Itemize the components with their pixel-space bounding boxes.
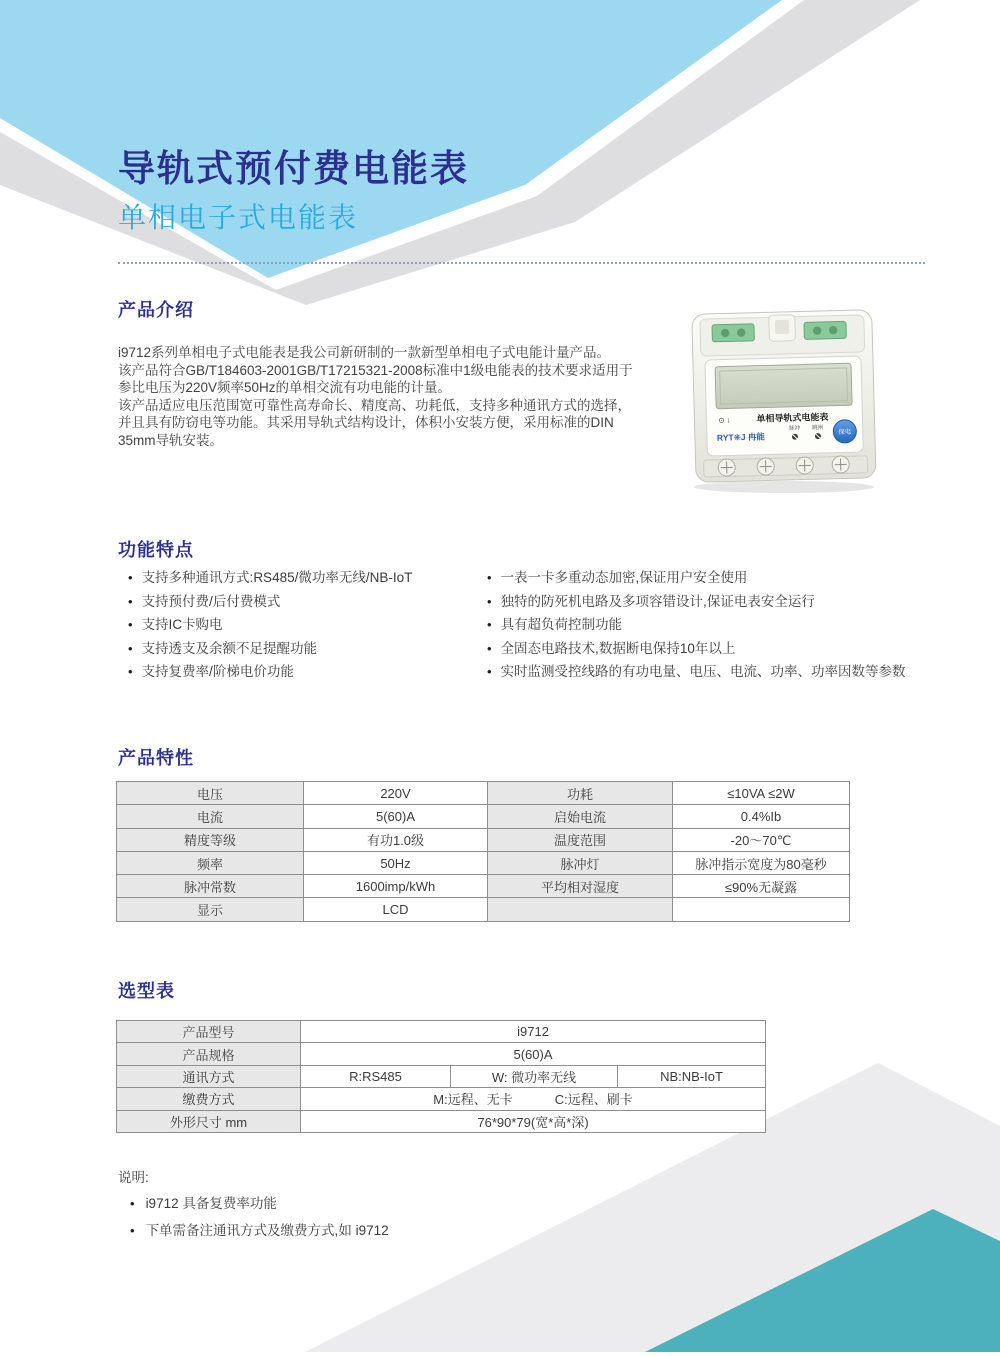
table-row	[117, 851, 850, 874]
selection-label-cell: 通讯方式	[117, 1065, 301, 1087]
feature-text: 全固态电路技术,数据断电保持10年以上	[500, 640, 736, 656]
bullet-icon: •	[487, 664, 492, 679]
bullet-icon: •	[487, 570, 492, 585]
spec-value-cell: 50Hz	[304, 851, 488, 874]
bullet-icon: •	[128, 617, 133, 632]
selection-value-cell: 76*90*79(宽*高*深)	[301, 1110, 766, 1132]
meter-symbol-icons: ⊙ ↓	[718, 415, 731, 425]
feature-text: 支持预付费/后付费模式	[141, 593, 281, 609]
intro-line: 该产品适应电压范围宽可靠性高寿命长、精度高、功耗低，支持多种通讯方式的选择，	[118, 397, 631, 413]
pay-option: M:远程、无卡	[433, 1092, 513, 1108]
table-row	[117, 782, 850, 805]
bullet-icon: •	[487, 617, 492, 632]
feature-text: 支持多种通讯方式:RS485/微功率无线/NB-IoT	[141, 570, 413, 585]
svg-text:脉冲: 脉冲	[789, 425, 801, 432]
meter-face-label: 单相导轨式电能表	[756, 411, 829, 424]
blue-power-button	[833, 420, 857, 444]
features-heading: 功能特点	[118, 540, 194, 560]
spec-value-cell	[673, 898, 850, 921]
spec-value-cell: 1600imp/kWh	[304, 875, 488, 898]
bullet-icon: •	[130, 1196, 135, 1211]
intro-line: 参比电压为220V频率50Hz的单相交流有功电能的计量。	[118, 380, 452, 396]
feature-text: 独特的防死机电路及多项容错设计,保证电表安全运行	[500, 593, 815, 609]
spec-label-cell	[488, 898, 673, 921]
notes-heading: 说明:	[118, 1170, 149, 1185]
selection-table	[116, 1020, 766, 1133]
table-row	[117, 1065, 766, 1087]
feature-item	[487, 570, 917, 585]
svg-text:保电: 保电	[838, 428, 852, 437]
specs-table	[116, 781, 850, 922]
meter-brand-logo: RYT❋J 冉能	[716, 431, 765, 443]
selection-option-cell: R:RS485	[301, 1065, 451, 1087]
note-text: 下单需备注通讯方式及缴费方式,如 i9712	[145, 1223, 389, 1238]
note-text: i9712 具备复费率功能	[145, 1196, 277, 1211]
feature-text: 一表一卡多重动态加密,保证用户安全使用	[500, 570, 748, 585]
spec-label-cell: 启始电流	[488, 805, 673, 828]
intro-line: 并且具有防窃电等功能。其采用导轨式结构设计，体积小安装方便，采用标准的DIN	[118, 415, 614, 431]
table-row	[117, 828, 850, 851]
terminal-cover-right	[804, 321, 846, 339]
feature-text: 支持复费率/阶梯电价功能	[141, 664, 294, 679]
energy-meter-illustration	[680, 306, 888, 498]
bullet-icon: •	[128, 640, 133, 656]
page-title: 导轨式预付费电能表	[118, 148, 469, 189]
table-row	[117, 1021, 766, 1043]
spec-label-cell: 功耗	[488, 782, 673, 805]
spec-label-cell: 频率	[117, 851, 304, 874]
bullet-icon: •	[130, 1223, 135, 1238]
bullet-icon: •	[128, 570, 133, 585]
table-row	[117, 1088, 766, 1110]
terminal-cover-left	[712, 324, 754, 342]
feature-item	[487, 641, 917, 656]
feature-item	[128, 641, 528, 656]
feature-item	[128, 664, 528, 679]
feature-text: 支持IC卡购电	[141, 617, 223, 632]
features-list-right	[487, 570, 917, 688]
intro-line: 该产品符合GB/T184603-2001GB/T17215321-2008标准中1级电能表的技术要求适用于	[118, 362, 633, 378]
bullet-icon: •	[128, 664, 133, 679]
bullet-icon: •	[487, 640, 492, 656]
spec-value-cell: 0.4%Ib	[673, 805, 850, 828]
table-row	[117, 805, 850, 828]
feature-text: 实时监测受控线路的有功电量、电压、电流、功率、功率因数等参数	[500, 664, 906, 679]
lcd-screen	[715, 363, 852, 409]
selection-label-cell: 外形尺寸 mm	[117, 1110, 301, 1132]
intro-line: 35mm导轨安装。	[118, 432, 224, 448]
specs-heading: 产品特性	[118, 748, 194, 768]
selection-heading: 选型表	[118, 981, 175, 1001]
spec-value-cell: 5(60)A	[304, 805, 488, 828]
selection-label-cell: 产品规格	[117, 1043, 301, 1065]
dotted-divider	[118, 262, 925, 264]
selection-option-cell: NB:NB-IoT	[618, 1065, 766, 1087]
spec-label-cell: 温度范围	[488, 828, 673, 851]
spec-label-cell: 精度等级	[117, 828, 304, 851]
spec-value-cell: -20～70℃	[673, 828, 850, 851]
table-row	[117, 875, 850, 898]
table-row	[117, 1110, 766, 1132]
selection-value-cell: 5(60)A	[301, 1043, 766, 1065]
svg-text:跳闸: 跳闸	[812, 424, 824, 432]
spec-value-cell: ≤90%无凝露	[673, 875, 850, 898]
feature-text: 支持透支及余额不足提醒功能	[141, 640, 318, 656]
feature-item	[128, 570, 528, 585]
spec-value-cell: 220V	[304, 782, 488, 805]
spec-value-cell: 有功1.0级	[304, 828, 488, 851]
intro-heading: 产品介绍	[118, 300, 194, 320]
spec-label-cell: 脉冲常数	[117, 875, 304, 898]
meter-center-notch	[775, 320, 789, 334]
pay-option: C:远程、刷卡	[554, 1092, 633, 1108]
page-subtitle: 单相电子式电能表	[118, 202, 359, 233]
note-item	[130, 1196, 389, 1212]
table-row	[117, 1043, 766, 1065]
spec-label-cell: 显示	[117, 898, 304, 921]
spec-value-cell: LCD	[304, 898, 488, 921]
feature-text: 具有超负荷控制功能	[500, 617, 623, 632]
feature-item	[487, 594, 917, 609]
spec-value-cell: ≤10VA ≤2W	[673, 782, 850, 805]
spec-label-cell: 平均相对湿度	[488, 875, 673, 898]
feature-item	[128, 617, 528, 632]
intro-line: i9712系列单相电子式电能表是我公司新研制的一款新型单相电子式电能计量产品。	[118, 345, 611, 360]
bullet-icon: •	[487, 593, 492, 609]
spec-value-cell: 脉冲指示宽度为80毫秒	[673, 851, 850, 874]
product-photo	[680, 306, 888, 498]
selection-value-cell	[301, 1088, 766, 1110]
features-list-left	[128, 570, 528, 688]
intro-paragraph	[118, 344, 633, 450]
feature-item	[487, 617, 917, 632]
spec-label-cell: 电压	[117, 782, 304, 805]
selection-option-cell: W: 微功率无线	[451, 1065, 618, 1087]
bullet-icon: •	[128, 593, 133, 609]
photo-shadow	[694, 481, 874, 493]
spec-label-cell: 脉冲灯	[488, 851, 673, 874]
note-item	[130, 1223, 389, 1239]
spec-label-cell: 电流	[117, 805, 304, 828]
feature-item	[128, 594, 528, 609]
notes-list	[130, 1196, 389, 1250]
feature-item	[487, 664, 917, 679]
selection-label-cell: 产品型号	[117, 1021, 301, 1043]
selection-label-cell: 缴费方式	[117, 1088, 301, 1110]
table-row	[117, 898, 850, 921]
selection-value-cell: i9712	[301, 1021, 766, 1043]
